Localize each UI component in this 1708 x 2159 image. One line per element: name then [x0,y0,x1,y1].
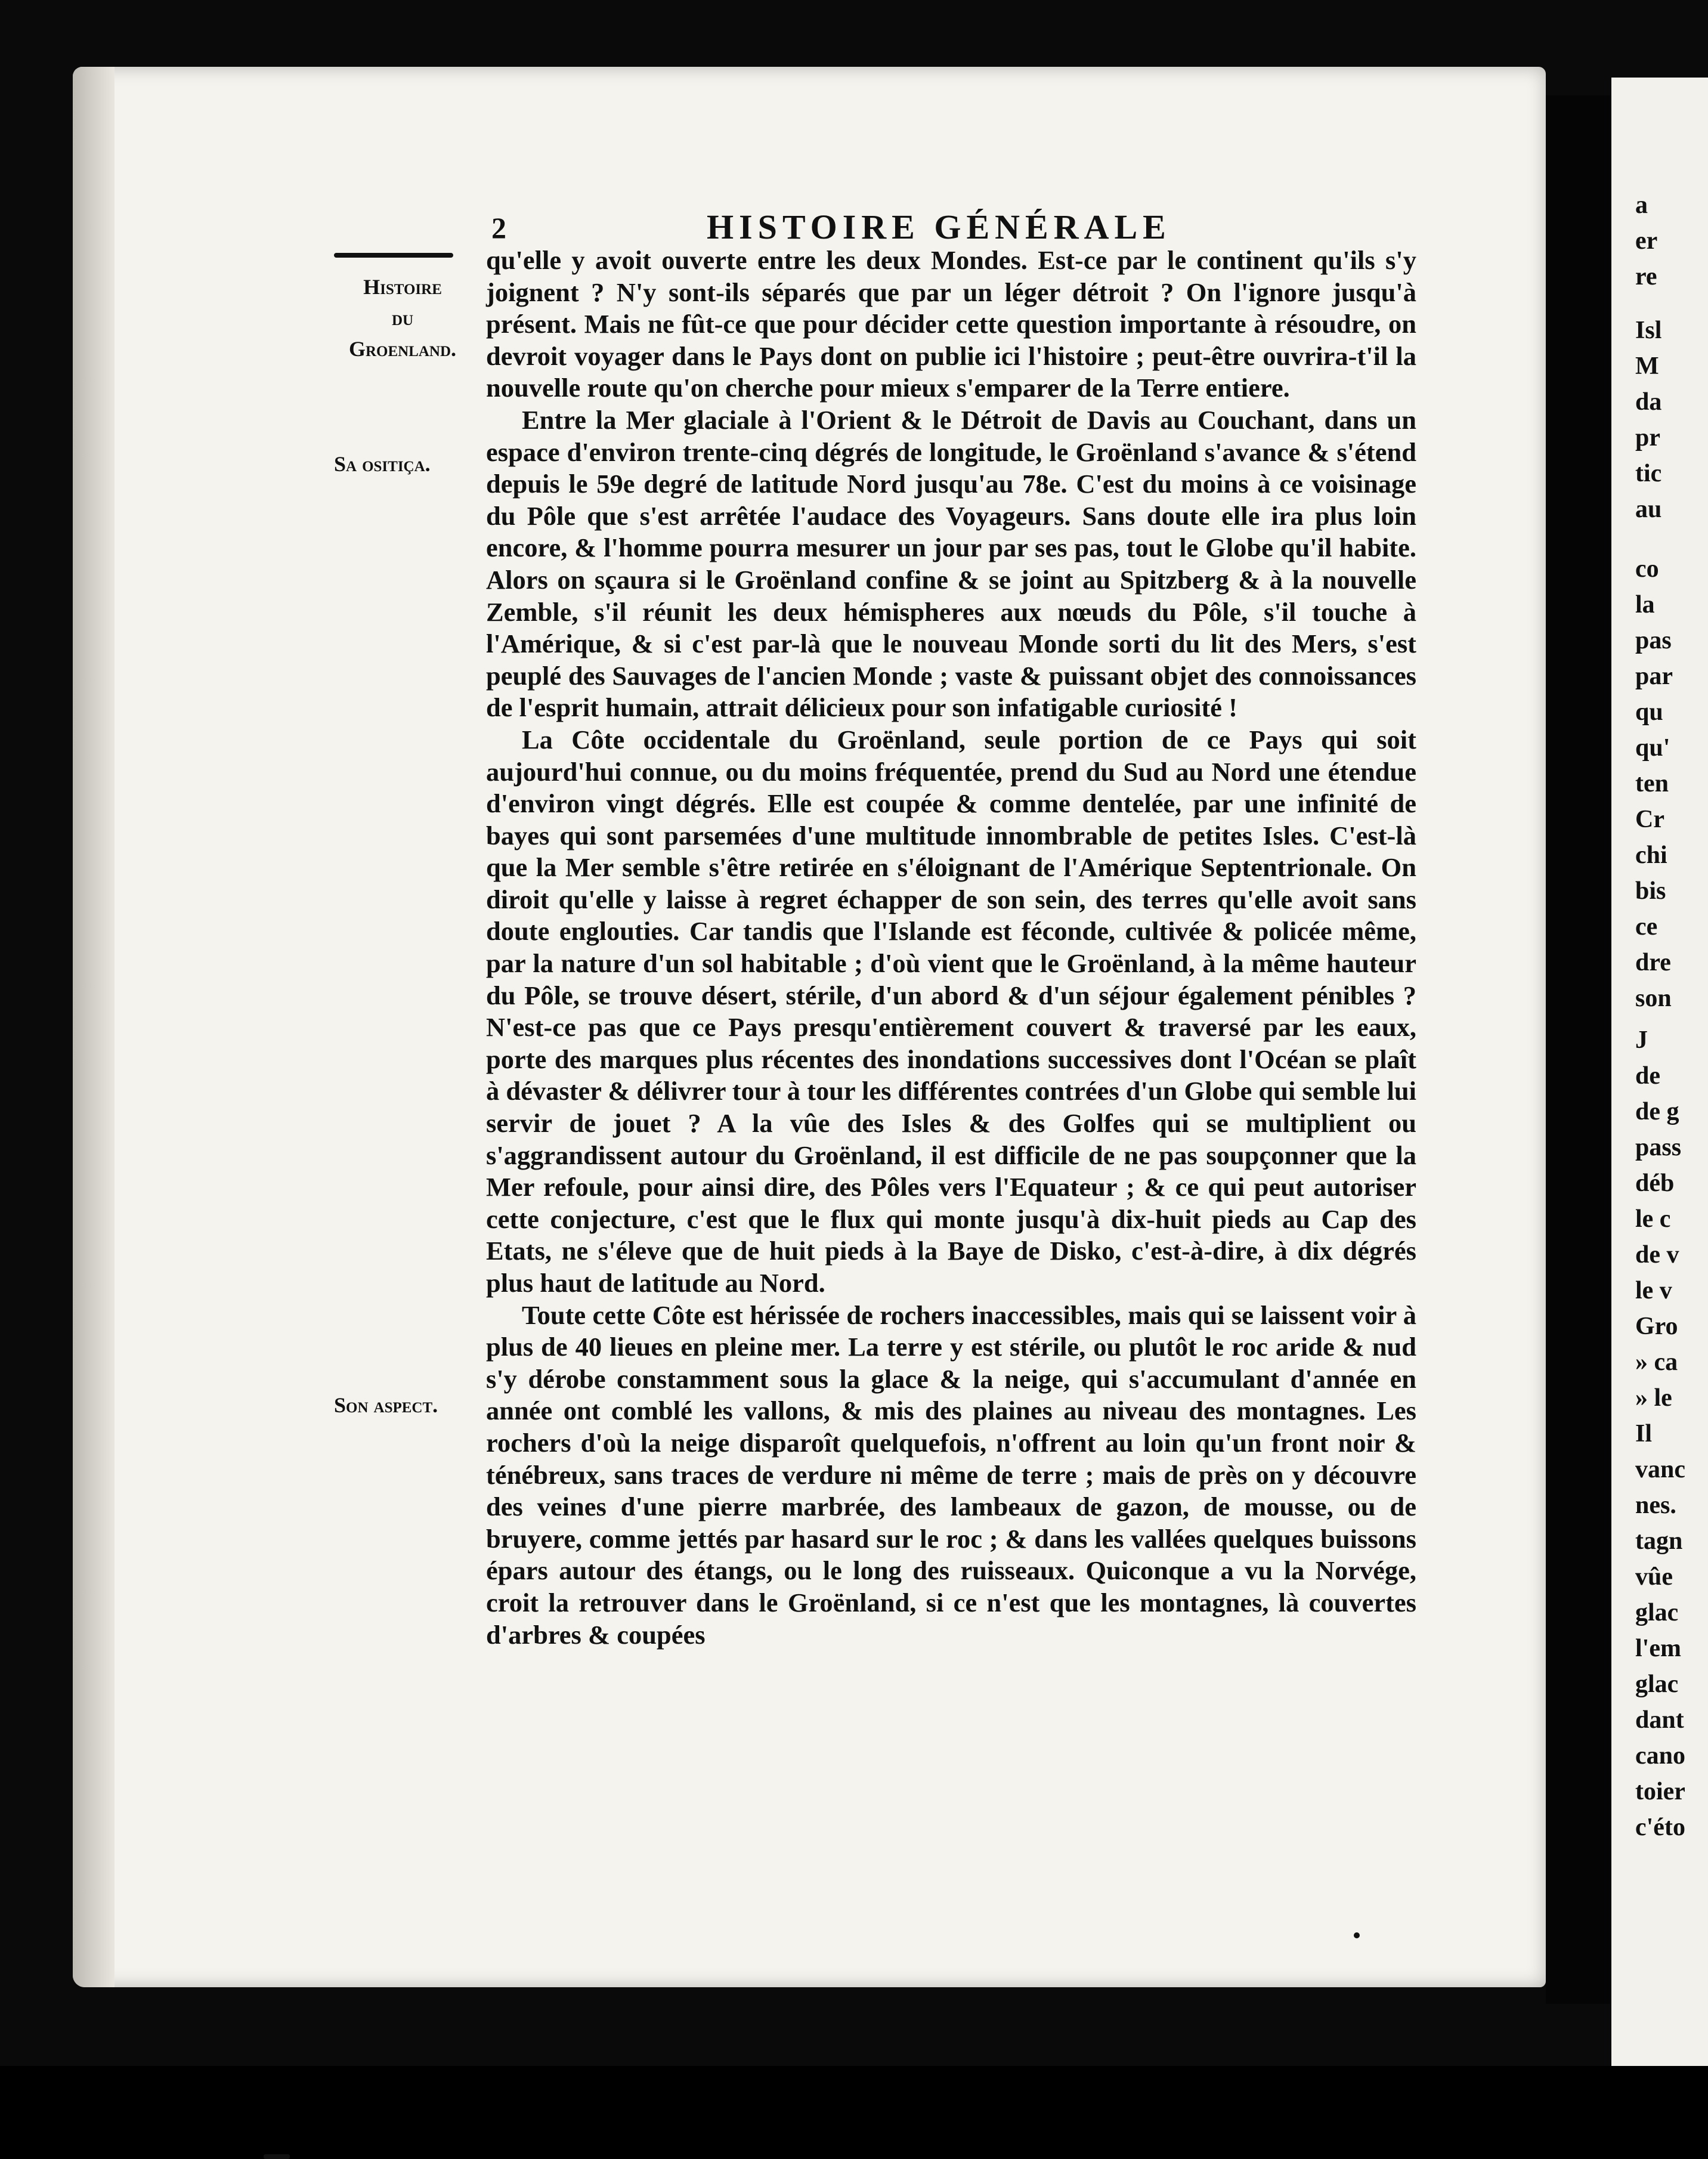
running-title: HISTOIRE GÉNÉRALE [707,208,1171,246]
facing-page-text: a [1635,191,1648,219]
facing-page-text: le c [1635,1205,1671,1233]
facing-page-text: pass [1635,1134,1682,1161]
facing-page-text: Il [1635,1420,1653,1447]
facing-page-text: » le [1635,1384,1672,1412]
facing-page-text: Cr [1635,806,1664,833]
facing-page-text: dre [1635,949,1671,976]
facing-page-text: co [1635,555,1659,583]
facing-page-text: le v [1635,1277,1672,1304]
facing-page-text: l'em [1635,1635,1681,1662]
facing-page-text: toier [1635,1778,1685,1805]
paragraph: Entre la Mer glaciale à l'Orient & le Détroit de Davis au Couchant, dans un espace d'environ trente-cinq dégrés de longitude, le Groënland s'avance & s'étend depuis le 59e degré de latitude Nord jusqu'au 78e. C'est du moins à ce voisinage du Pôle que s'est arrêtée l'audace des Voyageurs. Sans doute elle ira plus loin encore, & l'homme pourra mesurer un jour par ses pas, tout le Globe qu'il habite. Alors on sçaura si le Groënland confine & se joint au Spitzberg & à la nouvelle Zemble, s'il réunit les deux hémispheres aux nœuds du Pôle, s'il touche à l'Amérique, & si c'est par-là que le nouveau Monde sorti du lit des Mers, s'est peuplé des Sauvages de l'ancien Monde ; vaste & puissant objet des connoissances de l'esprit humain, attrait délicieux pour son infatigable curiosité ! [486,404,1416,723]
margin-rule [334,253,453,258]
facing-page-text: c'éto [1635,1814,1685,1841]
facing-page-text: au [1635,496,1662,523]
facing-page-text: de [1635,1062,1660,1090]
facing-page-text: ce [1635,913,1658,941]
facing-page-text: de v [1635,1241,1679,1269]
facing-page-text: de g [1635,1098,1679,1125]
page-header [483,206,1413,249]
margin-note-line: Histoire [363,275,442,299]
facing-page-text: tagn [1635,1527,1683,1555]
paragraph: qu'elle y avoit ouverte entre les deux Mondes. Est-ce par le continent qu'ils s'y joignent ? N'y sont-ils séparés que par un léger détroit ? On l'ignore jusqu'à présent. Mais ne fût-ce que pour décider cette question importante à résoudre, on devroit voyager dans le Pays dont on publie ici l'histoire ; peut-être ouvrira-t'il la nouvelle route qu'on cherche pour mieux s'emparer de la Terre entiere. [486,245,1416,403]
facing-page-text: nes. [1635,1492,1676,1519]
facing-page-text: tic [1635,460,1662,487]
margin-note-aspect: Son aspect. [334,1393,438,1417]
facing-page-text: glac [1635,1599,1679,1626]
facing-page-text: chi [1635,842,1667,869]
margin-note-position: Sa ositiça. [334,452,431,476]
book-gutter [1546,95,1611,2004]
facing-page-text: par [1635,663,1673,690]
paragraph: Toute cette Côte est hérissée de rochers inaccessibles, mais qui se laissent voir à plus de 40 lieues en pleine mer. La terre y est stérile, ou plutôt le roc aride & nud s'y dérobe constamment sous la glace & la neige, qui s'accumulant d'année en année ont comblé les vallons, & mis des plaines au niveau des montagnes. Les rochers d'où la neige disparoît quelquefois, n'offrent au loin qu'un front noir & ténébreux, sans traces de verdure ni même de terre ; mais de près on y découvre des veines d'une pierre marbrée, des lambeaux de gazon, de mousse, ou de bruyere, comme jettés par hasard sur le roc ; & dans les vallées quelques buissons épars autour des étangs, ou le long des ruisseaux. Quiconque a vu la Norvége, croit la retrouver dans le Groënland, si ce n'est que les montagnes, là couvertes d'arbres & coupées [486,1300,1416,1650]
body-text [486,245,1416,1651]
facing-page-text: pas [1635,627,1672,654]
facing-page-text: re [1635,263,1657,290]
margin-note-line: Groenland. [348,337,457,361]
scan-mark [264,2154,290,2159]
margin-note-histoire [334,271,471,364]
facing-page-text: qu [1635,698,1663,726]
facing-page-text: son [1635,985,1672,1012]
facing-page-text: bis [1635,877,1666,905]
facing-page-fragment [1611,78,1708,2066]
facing-page-text: vûe [1635,1563,1673,1591]
facing-page-text: dant [1635,1706,1684,1734]
paragraph: La Côte occidentale du Groënland, seule portion de ce Pays qui soit aujourd'hui connue, ou du moins fréquentée, prend du Sud au Nord une étendue d'environ vingt dégrés. Elle est coupée & comme dentelée, par une infinité de bayes qui sont parsemées d'une multitude innombrable de petites Isles. C'est-là que la Mer semble s'être retirée en s'éloignant de l'Amérique Septentrionale. On diroit qu'elle y laisse à regret échapper de son sein, des terres qu'elle avoit sans doute englouties. Car tandis que l'Islande est féconde, cultivée & policée même, par la nature d'un sol habitable ; d'où vient que le Groënland, à la même hauteur du Pôle, se trouve désert, stérile, d'un abord & d'un séjour également pénibles ? N'est-ce pas que ce Pays presqu'entièrement couvert & traversé par les eaux, porte des marques plus récentes des inondations successives dont l'Océan se plaît à dévaster & délivrer tour à tour les différentes contrées d'un Globe qui semble lui servir de jouet ? A la vûe des Isles & des Golfes qui se multiplient ou s'aggrandissent autour du Groënland, il est difficile de ne pas soupçonner que la Mer refoule, pour ainsi dire, des Pôles vers l'Equateur ; & ce qui peut autoriser cette conjecture, c'est que le flux qui monte jusqu'à dix-huit pieds au Cap des Etats, ne s'éleve que de huit pieds à la Baye de Disko, c'est-à-dire, à dix dégrés plus haut de latitude au Nord. [486,724,1416,1298]
facing-page-text: qu' [1635,734,1670,762]
facing-page-text: » ca [1635,1348,1678,1376]
scan-mark [1354,1932,1360,1938]
facing-page-text: er [1635,227,1658,255]
facing-page-text: déb [1635,1170,1675,1197]
facing-page-text: J [1635,1026,1648,1054]
facing-page-text: Gro [1635,1313,1678,1340]
facing-page-text: cano [1635,1742,1685,1770]
facing-page-text: M [1635,352,1659,380]
facing-page-text: glac [1635,1671,1679,1698]
margin-note-line: du [391,306,414,330]
facing-page-text: la [1635,591,1655,618]
facing-page-text: Isl [1635,317,1662,344]
facing-page-text: ten [1635,770,1669,797]
facing-page-text: da [1635,388,1662,416]
facing-page-text: pr [1635,424,1660,451]
facing-page-text: vanc [1635,1456,1685,1483]
page-edge [73,67,115,1987]
page-number: 2 [491,211,506,245]
